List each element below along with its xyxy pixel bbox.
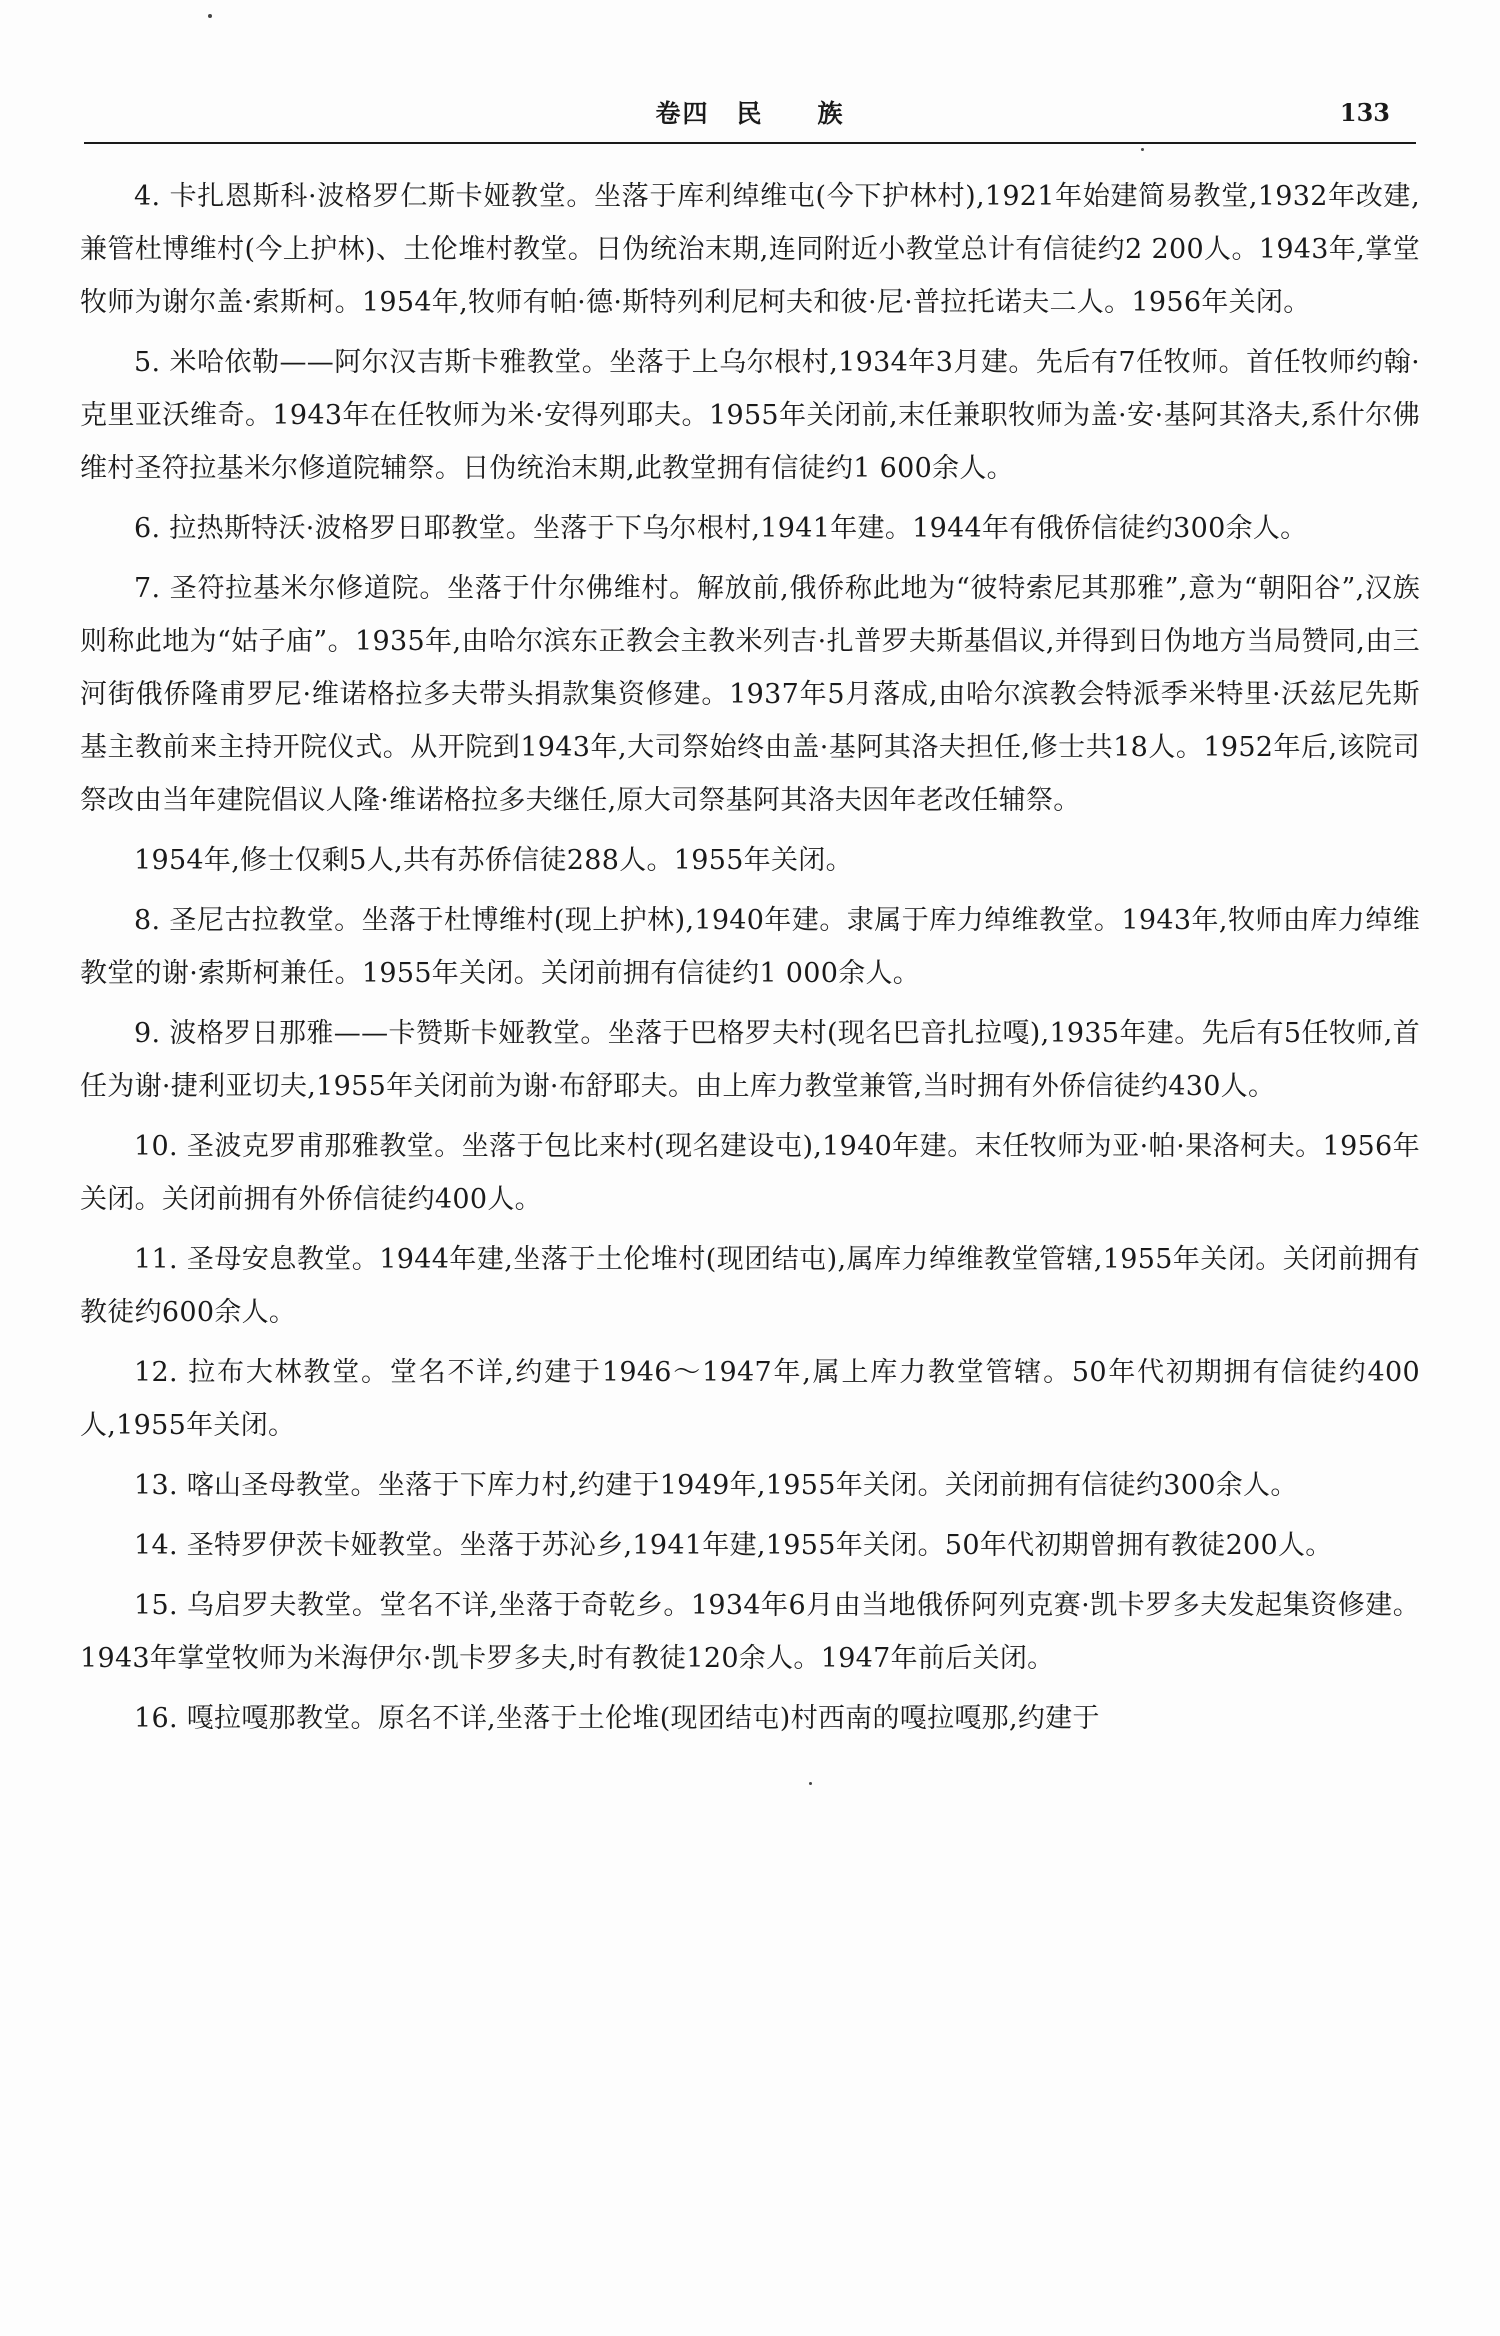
paragraph-item-13: 13. 喀山圣母教堂。坐落于下库力村,约建于1949年,1955年关闭。关闭前拥有信徒约300余人。 (134, 1470, 1298, 1501)
print-speck (208, 14, 212, 18)
paragraph-item-10: 10. 圣波克罗甫那雅教堂。坐落于包比来村(现名建设屯),1940年建。末任牧师为亚·帕·果洛柯夫。1956年关闭。关闭前拥有外侨信徒约400人。 (80, 1131, 1420, 1215)
paragraph-item-4: 4. 卡扎恩斯科·波格罗仁斯卡娅教堂。坐落于库利绰维屯(今下护林村),1921年始建简易教堂,1932年改建,兼管杜博维村(今上护林)、土伦堆村教堂。日伪统治末期,连同附近小教堂总计有信徒约2 200人。1943年,掌堂牧师为谢尔盖·索斯柯。1954年,牧师有帕·德·斯特列利尼柯夫和彼·尼·普拉托诺夫二人。1956年关闭。 (80, 181, 1420, 318)
print-speck (809, 1782, 812, 1785)
paragraph-item-7: 7. 圣符拉基米尔修道院。坐落于什尔佛维村。解放前,俄侨称此地为“彼特索尼其那雅”,意为“朝阳谷”,汉族则称此地为“姑子庙”。1935年,由哈尔滨东正教会主教米列吉·扎普罗夫斯基倡议,并得到日伪地方当局赞同,由三河街俄侨隆甫罗尼·维诺格拉多夫带头捐款集资修建。1937年5月落成,由哈尔滨教会特派季米特里·沃兹尼先斯基主教前来主持开院仪式。从开院到1943年,大司祭始终由盖·基阿其洛夫担任,修士共18人。1952年后,该院司祭改由当年建院倡议人隆·维诺格拉多夫继任,原大司祭基阿其洛夫因年老改任辅祭。 (80, 573, 1420, 816)
body-text (80, 170, 1420, 1752)
paragraph-item-16: 16. 嘎拉嘎那教堂。原名不详,坐落于土伦堆(现团结屯)村西南的嘎拉嘎那,约建于 (134, 1703, 1100, 1734)
paragraph-item-9: 9. 波格罗日那雅——卡赞斯卡娅教堂。坐落于巴格罗夫村(现名巴音扎拉嘎),1935年建。先后有5任牧师,首任为谢·捷利亚切夫,1955年关闭前为谢·布舒耶夫。由上库力教堂兼管,当时拥有外侨信徒约430人。 (80, 1018, 1420, 1102)
paragraph-item-11: 11. 圣母安息教堂。1944年建,坐落于土伦堆村(现团结屯),属库力绰维教堂管辖,1955年关闭。关闭前拥有教徒约600余人。 (80, 1244, 1420, 1328)
paragraph-item-14: 14. 圣特罗伊茨卡娅教堂。坐落于苏沁乡,1941年建,1955年关闭。50年代初期曾拥有教徒200人。 (134, 1530, 1333, 1561)
paragraph-item-5: 5. 米哈依勒——阿尔汉吉斯卡雅教堂。坐落于上乌尔根村,1934年3月建。先后有7任牧师。首任牧师约翰·克里亚沃维奇。1943年在任牧师为米·安得列耶夫。1955年关闭前,末任兼职牧师为盖·安·基阿其洛夫,系什尔佛维村圣符拉基米尔修道院辅祭。日伪统治末期,此教堂拥有信徒约1 600余人。 (80, 347, 1420, 484)
paragraph-item-8: 8. 圣尼古拉教堂。坐落于杜博维村(现上护林),1940年建。隶属于库力绰维教堂。1943年,牧师由库力绰维教堂的谢·索斯柯兼任。1955年关闭。关闭前拥有信徒约1 000余人。 (80, 905, 1420, 989)
page-number: 133 (1339, 98, 1390, 127)
paragraph-item-15: 15. 乌启罗夫教堂。堂名不详,坐落于奇乾乡。1934年6月由当地俄侨阿列克赛·凯卡罗多夫发起集资修建。1943年掌堂牧师为米海伊尔·凯卡罗多夫,时有教徒120余人。1947年前后关闭。 (80, 1590, 1420, 1674)
chapter-title: 卷四 民 族 (655, 99, 845, 128)
paragraph-continuation: 1954年,修士仅剩5人,共有苏侨信徒288人。1955年关闭。 (134, 845, 853, 876)
running-header (84, 92, 1416, 144)
paragraph-item-12: 12. 拉布大林教堂。堂名不详,约建于1946～1947年,属上库力教堂管辖。50年代初期拥有信徒约400人,1955年关闭。 (80, 1357, 1420, 1441)
print-speck (1141, 148, 1144, 151)
paragraph-item-6: 6. 拉热斯特沃·波格罗日耶教堂。坐落于下乌尔根村,1941年建。1944年有俄侨信徒约300余人。 (134, 513, 1308, 544)
